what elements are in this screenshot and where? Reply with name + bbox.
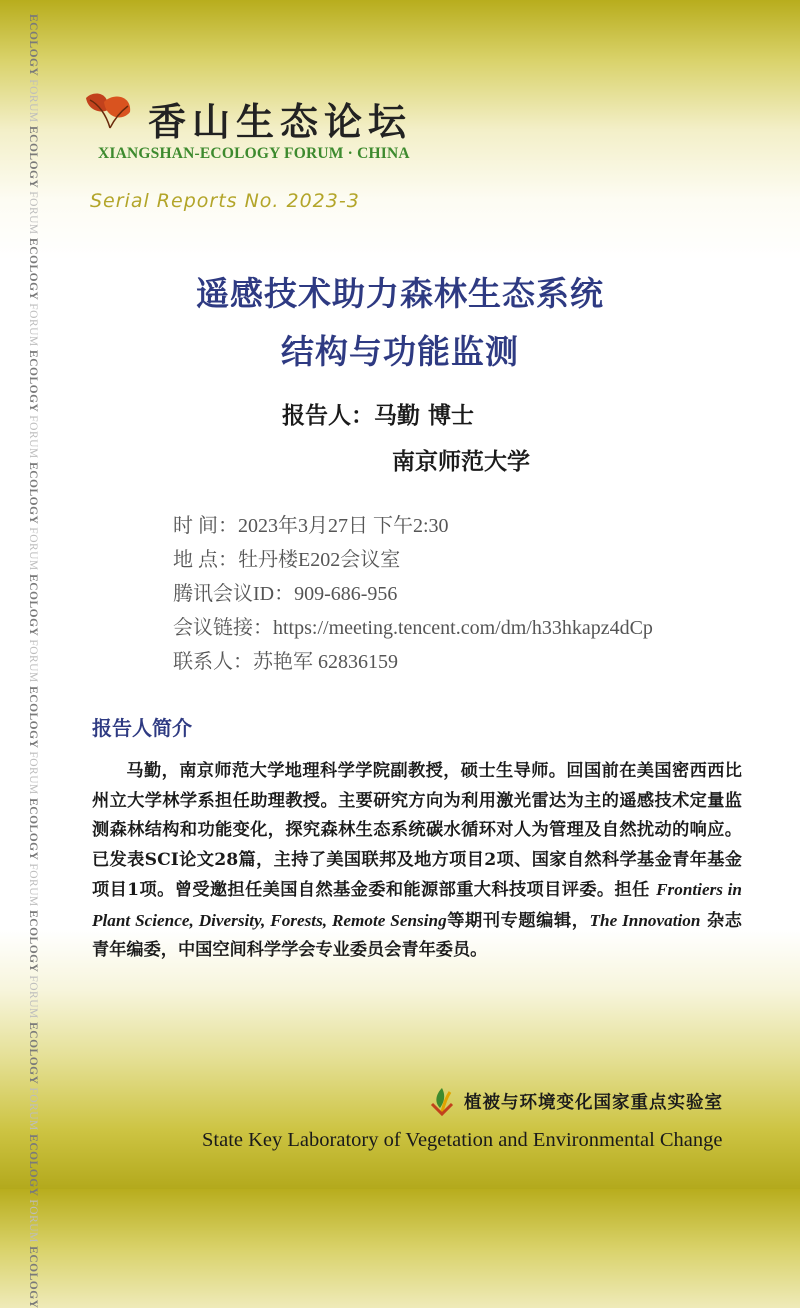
side-word: ECOLOGY: [27, 238, 39, 304]
forum-brand-subtitle: XIANGSHAN-ECOLOGY FORUM · CHINA: [98, 145, 410, 162]
bio-text-3: 杂志青年编委，中国空间科学学会专业委员会青年委员。: [92, 910, 742, 960]
info-meeting-link[interactable]: 会议链接：https://meeting.tencent.com/dm/h33hkapz4dCp: [173, 617, 653, 639]
side-word: FORUM: [27, 639, 39, 687]
side-word: FORUM: [27, 527, 39, 575]
side-word: ECOLOGY: [27, 462, 39, 528]
side-word: ECOLOGY: [27, 798, 39, 864]
side-ecology-forum-text: [22, 14, 44, 1308]
lab-logo-icon: [428, 1086, 456, 1116]
report-title-line-1: 遥感技术助力森林生态系统: [196, 274, 604, 313]
lab-name-cn: 植被与环境变化国家重点实验室: [464, 1093, 723, 1113]
side-ecology-forum-strip: [22, 14, 44, 1308]
forum-brand-title: 香山生态论坛: [148, 99, 413, 144]
bio-journals: Frontiers in Plant Science, Diversity, Forests, Remote Sensing: [92, 880, 742, 930]
side-word: ECOLOGY: [27, 1134, 39, 1200]
side-word: ECOLOGY: [27, 350, 39, 416]
side-word: ECOLOGY: [27, 686, 39, 752]
side-word: ECOLOGY: [27, 910, 39, 976]
side-word: FORUM: [27, 303, 39, 351]
side-word: FORUM: [27, 415, 39, 463]
serial-report-number: Serial Reports No. 2023-3: [90, 190, 360, 212]
side-word: ECOLOGY: [27, 1022, 39, 1088]
bio-text-2: 等期刊专题编辑，: [446, 910, 590, 931]
side-word: ECOLOGY: [27, 14, 39, 80]
side-word: ECOLOGY: [27, 1246, 39, 1308]
bio-innovation-journal: The Innovation: [589, 910, 701, 930]
lab-name-en: State Key Laboratory of Vegetation and Environmental Change: [202, 1129, 723, 1151]
side-word: ECOLOGY: [27, 574, 39, 640]
side-word: FORUM: [27, 191, 39, 239]
info-contact: 联系人：苏艳军 62836159: [173, 651, 398, 673]
speaker-name: 报告人：马勤 博士: [282, 402, 475, 429]
side-word: FORUM: [27, 79, 39, 127]
bio-text-1: 马勤，南京师范大学地理科学学院副教授，硕士生导师。回国前在美国密西西比州立大学林学系担任助理教授。主要研究方向为利用激光雷达为主的遥感技术定量监测森林结构和功能变化，探究森林生态系统碳水循环对人为管理及自然扰动的响应。已发表SCI论文28篇，主持了美国联邦及地方项目2项、国家自然科学基金青年基金项目1项。曾受邀担任美国自然基金委和能源部重大科技项目评委。担任: [92, 761, 742, 900]
side-word: ECOLOGY: [27, 126, 39, 192]
side-word: FORUM: [27, 975, 39, 1023]
leaf-icon: [80, 88, 136, 136]
bio-heading: 报告人简介: [92, 716, 192, 740]
bio-paragraph: [92, 757, 742, 966]
info-location: 地 点：牡丹楼E202会议室: [173, 549, 401, 571]
report-title-line-2: 结构与功能监测: [281, 332, 519, 371]
side-word: FORUM: [27, 1087, 39, 1135]
side-word: FORUM: [27, 751, 39, 799]
side-word: FORUM: [27, 863, 39, 911]
info-meeting-id: 腾讯会议ID：909-686-956: [173, 583, 398, 605]
speaker-affiliation: 南京师范大学: [392, 448, 530, 475]
side-word: FORUM: [27, 1199, 39, 1247]
info-time: 时 间：2023年3月27日 下午2:30: [173, 515, 449, 537]
